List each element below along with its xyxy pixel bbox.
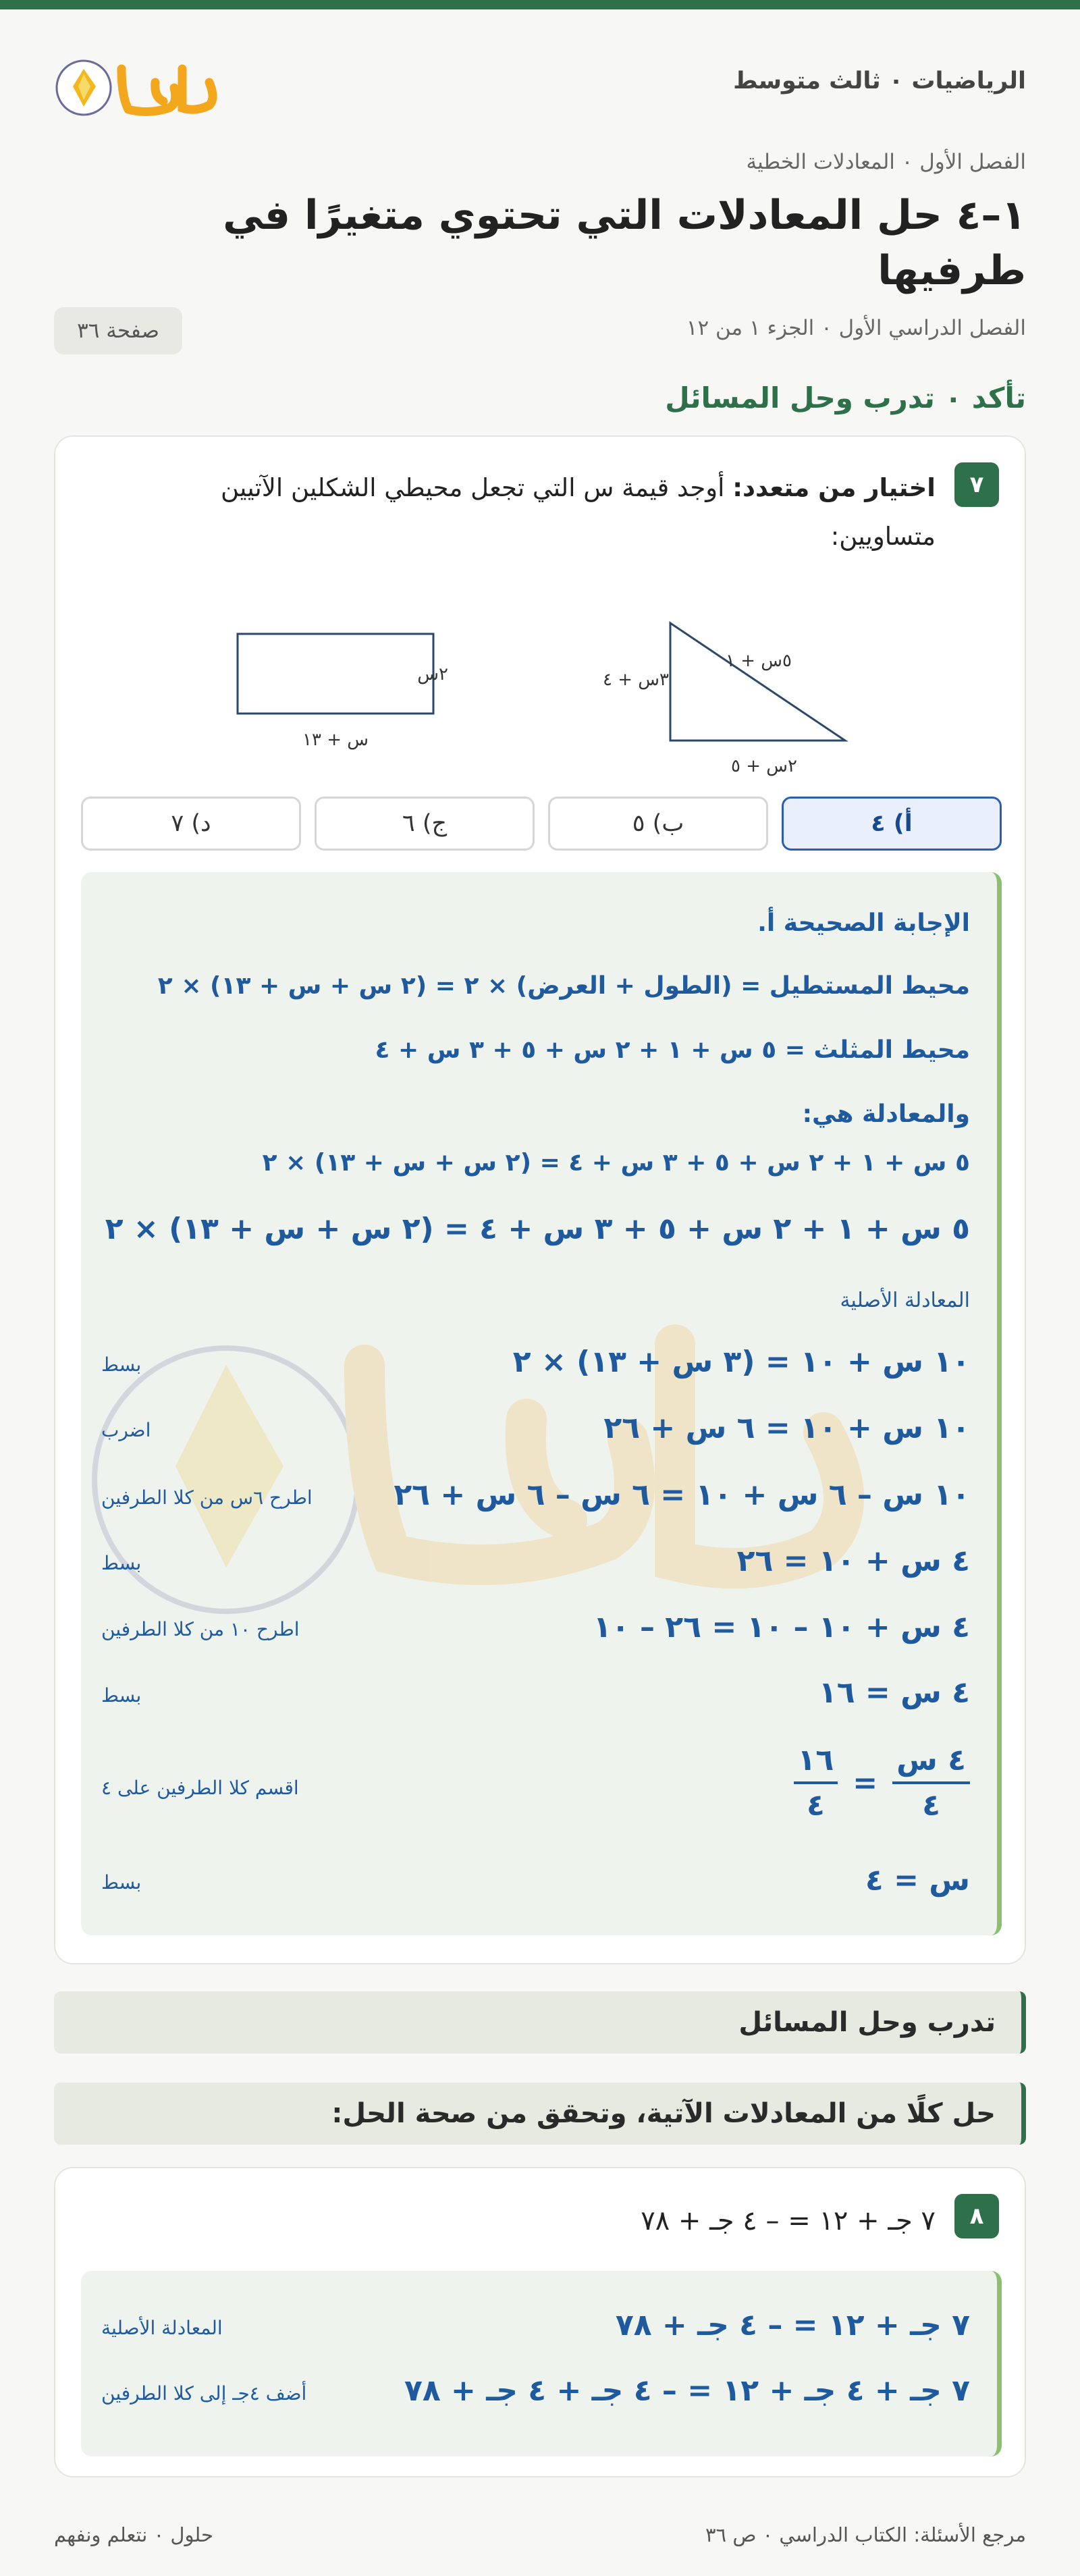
step-5-math: ٤ س + ١٠ – ١٠ = ٢٦ – ١٠ xyxy=(593,1610,970,1644)
instruction-band: حل كلًا من المعادلات الآتية، وتحقق من صحة الحل: xyxy=(54,2083,1026,2145)
question-8-text: ٧ جـ + ١٢ = – ٤ جـ + ٧٨ xyxy=(641,2205,936,2236)
footer-reference: مرجع الأسئلة: الكتاب الدراسي ٠ ص ٣٦ xyxy=(705,2523,1026,2546)
step-1-note: بسط xyxy=(101,1353,142,1376)
step-2-note: اضرب xyxy=(101,1419,151,1441)
q8-line-2: ٧ جـ + ٤ جـ + ١٢ = – ٤ جـ + ٤ جـ + ٧٨ xyxy=(404,2373,970,2408)
equation-label: والمعادلة هي: xyxy=(802,1100,970,1128)
step-1-math: ١٠ س + ١٠ = (٣ س + ١٣) × ٢ xyxy=(512,1345,970,1379)
section-heading: تأكد ٠ تدرب وحل المسائل xyxy=(665,381,1026,414)
answer-choices xyxy=(81,797,1002,851)
step-5-note: اطرح ١٠ من كلا الطرفين xyxy=(101,1618,300,1640)
rhs-denominator: ٤ xyxy=(806,1788,825,1823)
equation-small: ٥ س + ١ + ٢ س + ٥ + ٣ س + ٤ = (٢ س + س + ١٣) × ٢ xyxy=(262,1149,970,1177)
lhs-fraction xyxy=(892,1743,970,1823)
step-3-math: ١٠ س – ٦ س + ١٠ = ٦ س – ٦ س + ٢٦ xyxy=(394,1478,970,1512)
rhs-numerator: ١٦ xyxy=(797,1743,834,1777)
original-equation-label: المعادلة الأصلية xyxy=(840,1289,970,1312)
choice-c[interactable]: ج) ٦ xyxy=(315,797,535,851)
final-answer: س = ٤ xyxy=(865,1863,970,1898)
step-3-note: اطرح ٦س من كلا الطرفين xyxy=(101,1486,313,1509)
rect-bottom-label: س + ١٣ xyxy=(302,730,369,750)
step-2-math: ١٠ س + ١٠ = ٦ س + ٢٦ xyxy=(603,1411,970,1445)
question-number-badge: ٨ xyxy=(954,2194,999,2238)
tri-side-label: ٣س + ٤ xyxy=(603,670,669,690)
term-info: الفصل الدراسي الأول ٠ الجزء ١ من ١٢ xyxy=(686,316,1026,340)
tri-bottom-label: ٢س + ٥ xyxy=(731,756,797,776)
lhs-numerator: ٤ س xyxy=(896,1743,966,1777)
lesson-title: ١–٤ حل المعادلات التي تحتوي متغيرًا في طرفيها xyxy=(223,192,1026,294)
correct-answer: الإجابة الصحيحة أ. xyxy=(757,909,970,937)
solution-box-7 xyxy=(81,872,1002,1935)
fraction-step-note: اقسم كلا الطرفين على ٤ xyxy=(101,1777,299,1799)
question-number-badge: ٧ xyxy=(954,462,999,507)
choice-a[interactable]: أ) ٤ xyxy=(782,797,1002,851)
step-4-note: بسط xyxy=(101,1552,142,1574)
final-note: بسط xyxy=(101,1871,142,1894)
choice-d[interactable]: د) ٧ xyxy=(81,797,301,851)
hulul-logo[interactable] xyxy=(54,42,243,130)
triangle-figure xyxy=(670,623,845,741)
question-body: أوجد قيمة س التي تجعل محيطي الشكلين الآتيين متساويين: xyxy=(221,473,936,551)
footer-brand: حلول ٠ نتعلم ونفهم xyxy=(54,2523,213,2546)
question-type-label: اختيار من متعدد: xyxy=(732,473,936,502)
step-6-note: بسط xyxy=(101,1684,142,1707)
subject-label: الرياضيات ٠ ثالث متوسط xyxy=(733,68,1026,95)
figures-rectangle-triangle xyxy=(55,572,1027,776)
rectangle-figure xyxy=(238,634,433,714)
q8-line-1: ٧ جـ + ١٢ = – ٤ جـ + ٧٨ xyxy=(615,2308,970,2342)
rect-side-label: ٢س xyxy=(417,664,448,685)
choice-b[interactable]: ب) ٥ xyxy=(548,797,768,851)
rect-perimeter-line: محيط المستطيل = (الطول + العرض) × ٢ = (٢ س + س + ١٣) × ٢ xyxy=(157,972,970,1000)
practice-band: تدرب وحل المسائل xyxy=(54,1991,1026,2054)
rhs-fraction xyxy=(794,1743,838,1823)
page-badge: صفحة ٣٦ xyxy=(54,307,182,354)
equals-sign: = xyxy=(853,1765,878,1800)
step-4-math: ٤ س + ١٠ = ٢٦ xyxy=(736,1544,970,1578)
fraction-step xyxy=(794,1743,971,1823)
question-card-7 xyxy=(54,435,1026,1964)
step-6-math: ٤ س = ١٦ xyxy=(818,1675,970,1710)
equation-big: ٥ س + ١ + ٢ س + ٥ + ٣ س + ٤ = (٢ س + س + ١٣) × ٢ xyxy=(105,1212,970,1246)
q8-note-1: المعادلة الأصلية xyxy=(101,2317,223,2339)
top-accent-bar xyxy=(0,0,1080,9)
lhs-denominator: ٤ xyxy=(922,1788,940,1823)
page-header xyxy=(54,42,1026,130)
question-text xyxy=(126,464,936,561)
q8-note-2: أضف ٤جـ إلى كلا الطرفين xyxy=(101,2382,307,2405)
solution-box-8 xyxy=(81,2271,1002,2457)
tri-perimeter-line: محيط المثلث = ٥ س + ١ + ٢ س + ٥ + ٣ س + ٤ xyxy=(375,1036,970,1064)
chapter-breadcrumb: الفصل الأول ٠ المعادلات الخطية xyxy=(746,150,1026,174)
question-card-8 xyxy=(54,2167,1026,2477)
tri-hyp-label: ٥س + ١ xyxy=(726,651,792,671)
